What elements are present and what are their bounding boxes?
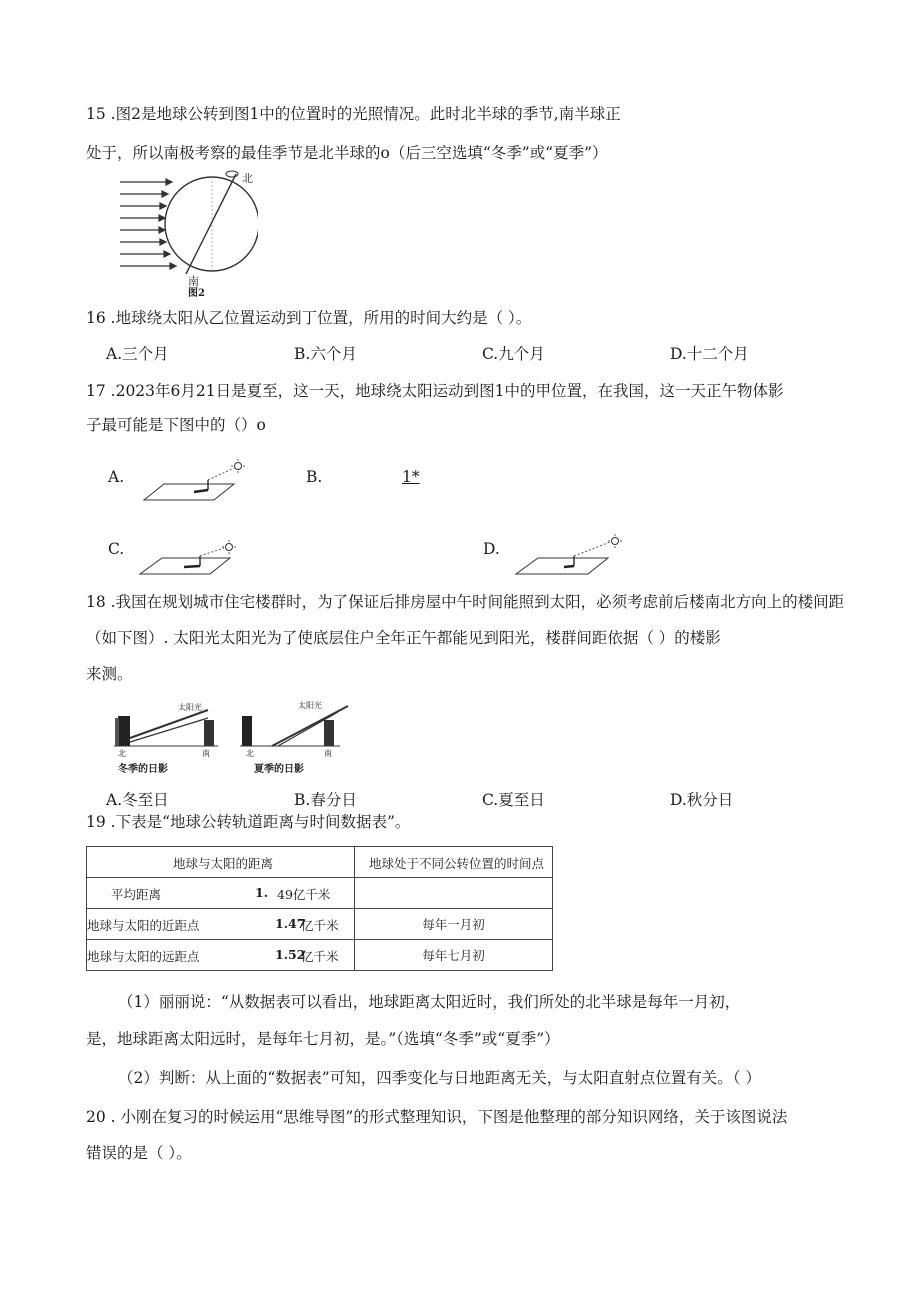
q17-option-d-label[interactable]: D. — [483, 540, 500, 558]
q17-line1: 17 .2023年6月21日是夏至，这一天，地球绕太阳运动到图1中的甲位置，在我国，这一天正午物体影 — [86, 382, 784, 400]
q17-option-b-label[interactable]: B. — [306, 468, 323, 486]
q16-option-d[interactable]: D.十二个月 — [670, 345, 749, 363]
row-label: 平均距离 — [111, 887, 162, 902]
fig-caption: 图2 — [188, 288, 205, 298]
q18-option-c[interactable]: C.夏至日 — [482, 791, 545, 809]
table-header-time — [355, 847, 553, 878]
table-header-distance — [87, 847, 355, 878]
q17-option-b-figure-text: 1* — [402, 468, 420, 486]
summer-shadow-caption: 夏季的日影 — [254, 764, 304, 775]
header-distance-text: 地球与太阳的距离 — [173, 856, 274, 871]
shadow-figure-a — [142, 458, 252, 504]
q19-sub1-line1: （1）丽丽说：“从数据表可以看出，地球距离太阳近时，我们所处的北半球是每年一月初， — [118, 993, 741, 1011]
summer-sunlight-label: 太阳光 — [298, 701, 322, 710]
q15-line2: 处于，所以南极考察的最佳季节是北半球的o（后三空选填“冬季”或“夏季”） — [86, 144, 608, 162]
winter-north-label: 北 — [118, 749, 126, 758]
building-shadow-figure — [112, 698, 352, 778]
earth-illumination-figure — [118, 168, 258, 298]
row-label: 地球与太阳的近距点 — [87, 918, 200, 933]
row-num: 1.47 — [275, 916, 306, 931]
row-num: 1.52 — [275, 947, 306, 962]
row-num: 1. — [255, 885, 269, 900]
q18-line3: 来测。 — [86, 665, 133, 683]
table-row — [87, 909, 553, 940]
row-time — [355, 878, 553, 909]
shadow-figure-d — [512, 534, 627, 580]
q16-option-a[interactable]: A.三个月 — [106, 345, 169, 363]
q16-option-b[interactable]: B.六个月 — [294, 345, 357, 363]
summer-north-label: 北 — [246, 749, 254, 758]
q17-option-a-label[interactable]: A. — [108, 468, 125, 486]
row-label: 地球与太阳的远距点 — [87, 949, 200, 964]
q16-option-c[interactable]: C.九个月 — [482, 345, 545, 363]
header-time-text: 地球处于不同公转位置的时间点 — [369, 856, 545, 871]
winter-south-label: 南 — [202, 749, 210, 758]
table-header-row — [87, 847, 553, 878]
q19-sub1-line2: 是，地球距离太阳远时，是每年七月初，是。”（选填“冬季”或“夏季”） — [86, 1030, 560, 1048]
q17-option-c-label[interactable]: C. — [108, 540, 125, 558]
q19-sub2: （2）判断：从上面的“数据表”可知，四季变化与日地距离无关，与太阳直射点位置有关。（ ） — [118, 1069, 761, 1087]
table-row — [87, 940, 553, 971]
row-value: 亿千米 — [301, 918, 339, 933]
row-time: 每年七月初 — [355, 940, 553, 971]
q16-stem: 16 .地球绕太阳从乙位置运动到丁位置，所用的时间大约是（ ）。 — [86, 309, 532, 327]
q18-option-b[interactable]: B.春分日 — [294, 791, 357, 809]
q18-line2: （如下图）. 太阳光太阳光为了使底层住户全年正午都能见到阳光，楼群间距依据（ ）的楼影 — [86, 629, 721, 647]
winter-shadow-caption: 冬季的日影 — [118, 764, 168, 775]
q15-line1: 15 .图2是地球公转到图1中的位置时的光照情况。此时北半球的季节,南半球正 — [86, 105, 621, 123]
q18-option-d[interactable]: D.秋分日 — [670, 791, 734, 809]
summer-south-label: 南 — [324, 749, 332, 758]
q17-line2: 子最可能是下图中的（）o — [86, 416, 266, 434]
orbit-data-table — [86, 846, 553, 971]
q19-stem: 19 .下表是“地球公转轨道距离与时间数据表”。 — [86, 813, 411, 831]
q18-line1: 18 .我国在规划城市住宅楼群时，为了保证后排房屋中午时间能照到太阳，必须考虑前后楼南北方向上的楼间距 — [86, 593, 845, 611]
fig-south-label: 南 — [188, 275, 199, 288]
shadow-figure-c — [138, 540, 248, 580]
q20-line1: 20 . 小刚在复习的时候运用“思维导图”的形式整理知识，下图是他整理的部分知识网络，关于该图说法 — [86, 1108, 788, 1126]
row-value: 亿千米 — [301, 949, 339, 964]
q18-option-a[interactable]: A.冬至日 — [106, 791, 169, 809]
fig-north-label: 北 — [242, 172, 253, 185]
table-row — [87, 878, 553, 909]
row-time: 每年一月初 — [355, 909, 553, 940]
winter-sunlight-label: 太阳光 — [178, 703, 202, 712]
row-value: 49亿千米 — [277, 887, 331, 902]
q20-line2: 错误的是（ ）。 — [86, 1144, 192, 1162]
